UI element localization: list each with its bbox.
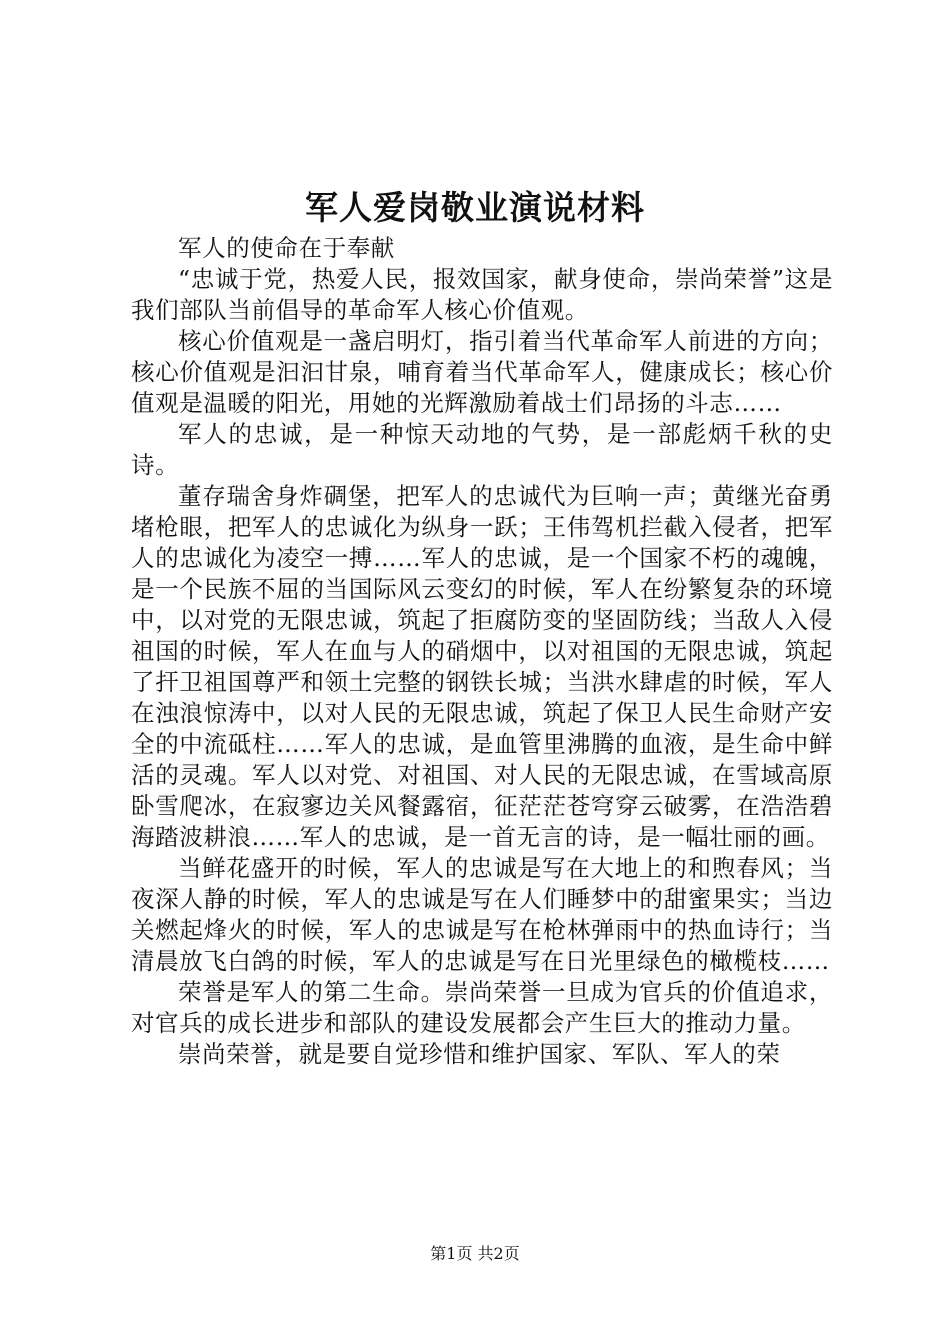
paragraph-6: 当鲜花盛开的时候，军人的忠诚是写在大地上的和煦春风；当夜深人静的时候，军人的忠诚是写在人们睡梦中的甜蜜果实；当边关燃起烽火的时候，军人的忠诚是写在枪林弹雨中的热血诗行；当清晨放飞白鸽的时候，军人的忠诚是写在日光里绿色的橄榄枝…… <box>131 854 833 975</box>
document-body <box>131 233 833 1070</box>
page-number-footer: 第1页 共2页 <box>430 1244 520 1263</box>
paragraph-4: 军人的忠诚，是一种惊天动地的气势，是一部彪炳千秋的史诗。 <box>131 420 833 479</box>
paragraph-8: 崇尚荣誉，就是要自觉珍惜和维护国家、军队、军人的荣 <box>178 1040 781 1068</box>
document-title: 军人爱岗敬业演说材料 <box>305 188 645 227</box>
paragraph-3: 核心价值观是一盏启明灯，指引着当代革命军人前进的方向；核心价值观是汩汩甘泉，哺育着当代革命军人，健康成长；核心价值观是温暖的阳光，用她的光辉激励着战士们昂扬的斗志…… <box>131 327 833 417</box>
paragraph-5: 董存瑞舍身炸碉堡，把军人的忠诚代为巨响一声；黄继光奋勇堵枪眼，把军人的忠诚化为纵身一跃；王伟驾机拦截入侵者，把军人的忠诚化为凌空一搏……军人的忠诚，是一个国家不朽的魂魄，是一个民族不屈的当国际风云变幻的时候，军人在纷繁复杂的环境中，以对党的无限忠诚，筑起了拒腐防变的坚固防线；当敌人入侵祖国的时候，军人在血与人的硝烟中，以对祖国的无限忠诚，筑起了扞卫祖国尊严和领土完整的钢铁长城；当洪水肆虐的时候，军人在浊浪惊涛中，以对人民的无限忠诚，筑起了保卫人民生命财产安全的中流砥柱……军人的忠诚，是血管里沸腾的血液，是生命中鲜活的灵魂。军人以对党、对祖国、对人民的无限忠诚，在雪域高原卧雪爬冰，在寂寥边关风餐露宿，征茫茫苍穹穿云破雾，在浩浩碧海踏波耕浪……军人的忠诚，是一首无言的诗，是一幅壮丽的画。 <box>131 482 833 851</box>
paragraph-7: 荣誉是军人的第二生命。崇尚荣誉一旦成为官兵的价值追求，对官兵的成长进步和部队的建设发展都会产生巨大的推动力量。 <box>131 978 833 1037</box>
paragraph-1: 军人的使命在于奉献 <box>178 234 395 262</box>
paragraph-2: “忠诚于党，热爱人民，报效国家，献身使命，崇尚荣誉”这是我们部队当前倡导的革命军人核心价值观。 <box>131 265 833 324</box>
